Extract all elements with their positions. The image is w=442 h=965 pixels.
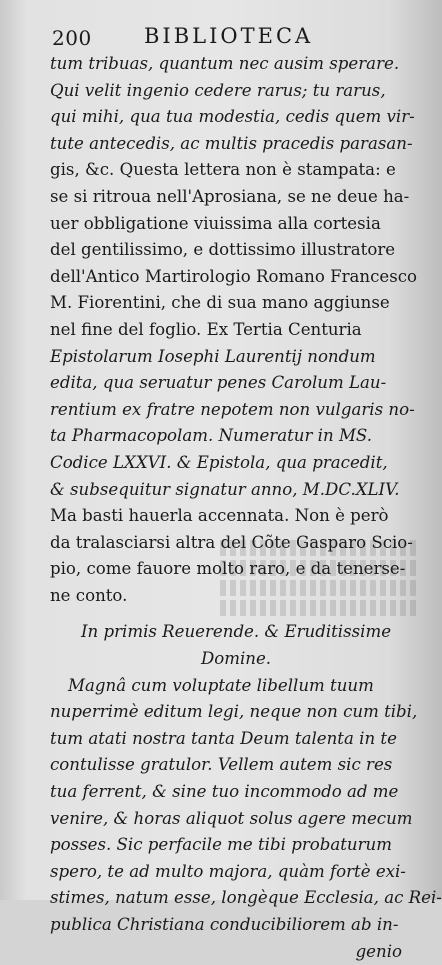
text-line: rentium ex fratre nepotem non vulgaris no-	[50, 399, 415, 419]
running-title: BIBLIOTECA	[144, 24, 314, 48]
letter-line: spero, te ad multo majora, quàm fortè exi-	[50, 861, 406, 881]
letter-line: Magnâ cum voluptate libellum tuum	[68, 675, 374, 695]
text-line: uer obbligatione viuissima alla cortesia	[50, 213, 381, 233]
text-line: Epistolarum Iosephi Laurentij nondum	[50, 346, 376, 366]
text-line: pio, come fauore molto raro, e da tenerse-	[50, 559, 406, 579]
text-line: qui mihi, qua tua modestia, cedis quem vir-	[50, 107, 415, 127]
text-line: se si ritroua nell'Aprosiana, se ne deue ha-	[50, 186, 410, 206]
page-header	[44, 22, 422, 52]
text-line: edita, qua seruatur penes Carolum Lau-	[50, 373, 387, 393]
letter-line: tua ferrent, & sine tuo incommodo ad me	[50, 782, 399, 802]
text-line: nel fine del foglio. Ex Tertia Centuria	[50, 319, 362, 339]
salutation-line: In primis Reuerende. & Eruditissime	[80, 622, 392, 642]
text-line: & subsequitur signatur anno, M.DC.XLIV.	[50, 479, 400, 499]
text-line: Codice LXXVI. & Epistola, qua pracedit,	[50, 452, 388, 472]
letter-line: nuperrimè editum legi, neque non cum tibi,	[50, 702, 418, 722]
letter-line: tum atati nostra tanta Deum talenta in te	[50, 728, 397, 748]
letter-line: publica Christiana conducibiliorem ab in-	[50, 915, 399, 934]
text-line: tum tribuas, quantum nec ausim sperare.	[50, 54, 400, 73]
letter-line: stimes, natum esse, longèque Ecclesia, ac Rei-	[50, 888, 442, 908]
text-line: Qui velit ingenio cedere rarus; tu rarus,	[50, 80, 386, 100]
text-line: dell'Antico Martirologio Romano Francesco	[50, 266, 418, 286]
letter-line: venire, & horas aliquot solus agere mecum	[50, 808, 413, 828]
catchword: genio	[355, 941, 402, 961]
text-line: tute antecedis, ac multis pracedis parasan-	[50, 133, 413, 153]
text-line: del gentilissimo, e dottissimo illustratore	[50, 240, 396, 260]
text-line: da tralasciarsi altra del Cõte Gasparo Scio-	[50, 532, 413, 552]
body-text	[50, 51, 442, 965]
page-number: 200	[52, 26, 92, 50]
text-line: Ma basti hauerla accennata. Non è però	[50, 506, 389, 526]
text-line: gis, &c. Questa lettera non è stampata: e	[50, 160, 396, 180]
text-line: ne conto.	[50, 585, 128, 605]
letter-line: posses. Sic perfacile me tibi probaturum	[50, 835, 392, 855]
salutation-line: Domine.	[200, 649, 272, 669]
text-line: M. Fiorentini, che di sua mano aggiunse	[50, 293, 390, 313]
text-line: ta Pharmacopolam. Numeratur in MS.	[50, 426, 372, 446]
letter-line: contulisse gratulor. Vellem autem sic res	[50, 755, 393, 775]
